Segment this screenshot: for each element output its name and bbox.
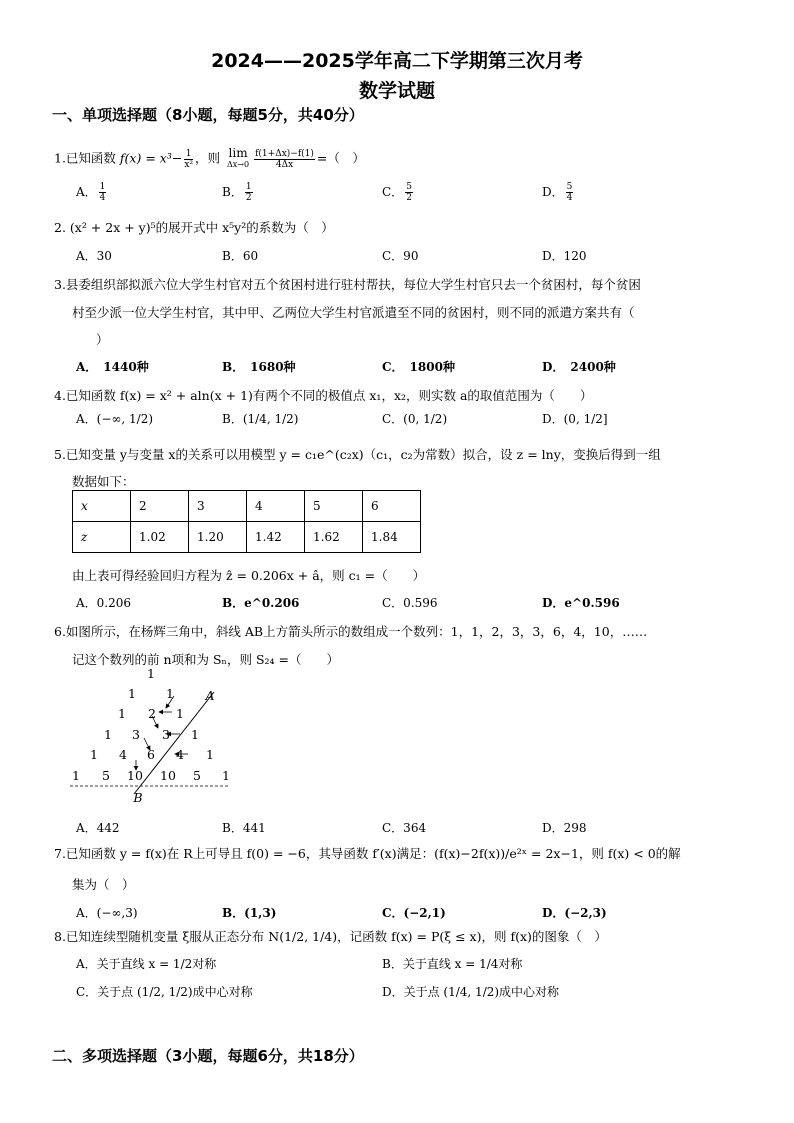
triangle-number: 4 [119,747,127,762]
q3-option-a[interactable]: A． 1440种 [76,360,149,374]
triangle-number: 6 [147,747,155,762]
q1-fraction: $\frac{1}{\text{x²}}$ [184,148,193,170]
question-7-line-2: 集为（ ） [72,877,135,892]
q6-option-a[interactable]: A．442 [76,821,120,835]
line-label-a: A [205,688,215,703]
triangle-number: 1 [118,706,126,721]
question-3-line-3: ） [96,332,109,347]
q7-option-c[interactable]: C．(−2,1) [382,906,446,920]
triangle-number: 1 [147,666,155,681]
q5-option-a[interactable]: A．0.206 [76,596,132,610]
table-cell: x [73,491,131,522]
q3-option-b[interactable]: B． 1680种 [222,360,296,374]
q5-option-c[interactable]: C．0.596 [382,596,438,610]
question-8: 8.已知连续型随机变量 ξ服从正态分布 N(1/2, 1/4)，记函数 f(x) = P(ξ ≤ x)，则 f(x)的图象（ ） [54,929,607,944]
table-cell: 1.02 [131,522,189,553]
q4-option-c[interactable]: C．(0, 1/2) [382,412,448,426]
table-cell: 6 [363,491,421,522]
question-5-line-3: 由上表可得经验回归方程为 ẑ = 0.206x + â，则 c₁ =（ ） [72,568,426,583]
q2-option-c[interactable]: C．90 [382,249,419,263]
question-1: 1.已知函数 f(x) = x³− $\frac{1}{\text{x²}}$ ，则 lim Δx→0 $\frac{f(1+\Delta x)-f(1)}{4\Delta x}$ =（ ） [54,146,365,170]
triangle-lines [60,666,260,810]
question-5-line-1: 5.已知变量 y与变量 x的关系可以用模型 y = c₁e^(c₂x)（c₁，c₂为常数）拟合，设 z = lny，变换后得到一组 [54,447,661,462]
q4-option-a[interactable]: A．(−∞, 1/2) [76,412,154,426]
question-5-line-2: 数据如下： [72,474,135,489]
line-label-b: B [133,790,143,805]
table-cell: 1.42 [247,522,305,553]
q8-option-c[interactable]: C．关于点 (1/2, 1/2)成中心对称 [76,985,253,999]
q2-option-b[interactable]: B．60 [222,249,259,263]
q3-option-d[interactable]: D． 2400种 [542,360,616,374]
section-heading-multiple-choice: 二、多项选择题（3小题，每题6分，共18分） [52,1047,364,1065]
q6-option-b[interactable]: B．441 [222,821,266,835]
triangle-number: 4 [176,747,184,762]
question-2: 2. (x² + 2x + y)⁵的展开式中 x⁵y²的系数为（ ） [54,220,334,235]
q7-option-d[interactable]: D．(−2,3) [542,906,607,920]
q7-option-a[interactable]: A．(−∞,3) [76,906,138,920]
triangle-number: 1 [191,727,199,742]
triangle-number: 5 [102,768,110,783]
triangle-number: 1 [222,768,230,783]
exam-title: 2024——2025学年高二下学期第三次月考 [211,50,583,72]
q5-option-b[interactable]: B．e^0.206 [222,596,300,610]
table-row [73,522,421,553]
q5-data-table [72,490,421,553]
question-4: 4.已知函数 f(x) = x² + aln(x + 1)有两个不同的极值点 x₁，x₂，则实数 a的取值范围为（ ） [54,388,593,403]
table-cell: 1.20 [189,522,247,553]
q4-option-d[interactable]: D．(0, 1/2] [542,412,608,426]
table-cell: 2 [131,491,189,522]
triangle-number: 1 [104,727,112,742]
triangle-number: 10 [160,768,176,783]
triangle-number: 3 [162,727,170,742]
q8-option-b[interactable]: B．关于直线 x = 1/4对称 [382,957,523,971]
q1-prefix: 1.已知函数 [54,150,116,166]
table-cell: 3 [189,491,247,522]
question-6-line-2: 记这个数列的前 n项和为 Sₙ，则 S₂₄ =（ ） [72,652,339,667]
q4-option-b[interactable]: B．(1/4, 1/2) [222,412,299,426]
question-6-line-1: 6.如图所示，在杨辉三角中，斜线 AB上方箭头所示的数组成一个数列：1，1，2，3，3，6，4，10，…… [54,624,648,639]
q6-option-d[interactable]: D．298 [542,821,587,835]
q1-option-c[interactable]: C． $\frac{5}{2}$ [382,182,412,203]
triangle-number: 1 [90,747,98,762]
q1-limit: lim Δx→0 [227,146,250,169]
table-row [73,491,421,522]
q6-option-c[interactable]: C．364 [382,821,427,835]
q1-option-a[interactable]: A． $\frac{1}{4}$ [76,182,106,203]
question-3-line-1: 3.县委组织部拟派六位大学生村官对五个贫困村进行驻村帮扶，每位大学生村官只去一个贫困村，每个贫困 [54,277,641,292]
triangle-number: 1 [176,706,184,721]
q8-option-a[interactable]: A．关于直线 x = 1/2对称 [76,957,217,971]
section-heading-single-choice: 一、单项选择题（8小题，每题5分，共40分） [52,106,364,124]
question-3-line-2: 村至少派一位大学生村官，其中甲、乙两位大学生村官派遣至不同的贫困村，则不同的派遣方案共有（ [72,305,635,320]
exam-subtitle: 数学试题 [358,80,435,102]
q7-option-b[interactable]: B．(1,3) [222,906,277,920]
q3-option-c[interactable]: C． 1800种 [382,360,455,374]
question-7-line-1: 7.已知函数 y = f(x)在 R上可导且 f(0) = −6，其导函数 f′(x)满足：(f(x)−2f(x))/e²ˣ = 2x−1，则 f(x) < 0的解 [54,846,681,861]
q1-limit-fraction: $\frac{f(1+\Delta x)-f(1)}{4\Delta x}$ [255,148,314,170]
table-cell: 5 [305,491,363,522]
q1-option-b[interactable]: B． $\frac{1}{2}$ [222,182,252,203]
q5-option-d[interactable]: D．e^0.596 [542,596,620,610]
table-cell: 1.62 [305,522,363,553]
q8-option-d[interactable]: D．关于点 (1/4, 1/2)成中心对称 [382,985,560,999]
triangle-number: 5 [193,768,201,783]
q2-option-a[interactable]: A．30 [76,249,112,263]
yanghui-triangle-figure [60,666,260,810]
table-cell: 1.84 [363,522,421,553]
q2-option-d[interactable]: D．120 [542,249,587,263]
triangle-number: 1 [206,747,214,762]
q1-option-d[interactable]: D． $\frac{5}{4}$ [542,182,573,203]
triangle-number: 1 [128,686,136,701]
triangle-number: 3 [132,727,140,742]
table-cell: 4 [247,491,305,522]
table-cell: z [73,522,131,553]
triangle-number: 10 [127,768,143,783]
triangle-number: 2 [148,706,156,721]
triangle-number: 1 [72,768,80,783]
q1-function: f(x) = x³− [119,150,183,166]
triangle-number: 1 [166,686,174,701]
